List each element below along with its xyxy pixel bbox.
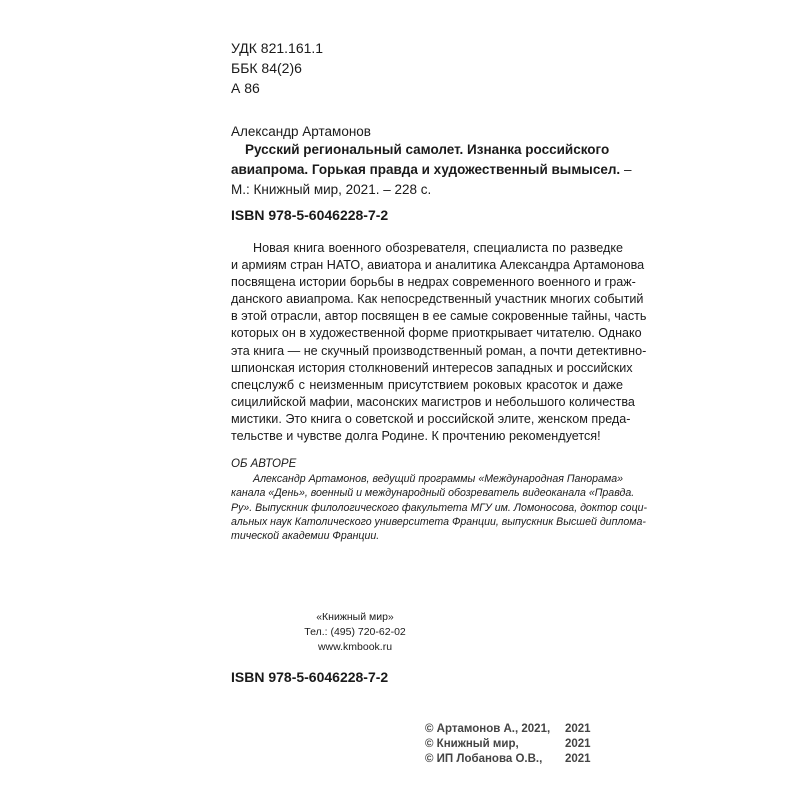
text-line: Ру». Выпускник филологического факультета МГУ им. Ломоносова, доктор соци- [231, 501, 648, 514]
about-author-heading: ОБ АВТОРЕ [231, 458, 297, 471]
text-line: канала «День», военный и международный обозреватель видеоканала «Правда. [231, 487, 635, 500]
text-line: мистики. Это книга о советской и российской элите, женском преда- [231, 411, 631, 426]
publisher-name: «Книжный мир» [316, 611, 394, 624]
imprint-line: М.: Книжный мир, 2021. – 228 с. [231, 182, 432, 197]
copyright-block [425, 722, 623, 767]
publisher-phone: Тел.: (495) 720-62-02 [304, 626, 406, 639]
udk-code: УДК 821.161.1 [231, 40, 324, 56]
text-line: посвящена истории борьбы в недрах современного военного и граж- [231, 275, 636, 290]
text-line: в этой отрасли, автор посвящен в ее самые сокровенные тайны, часть [231, 309, 647, 324]
isbn: ISBN 978-5-6046228-7-2 [231, 207, 389, 223]
title-line: Русский региональный самолет. Изнанка российского [245, 142, 610, 157]
about-author-text [231, 472, 648, 543]
text-line: тической академии Франции. [231, 529, 380, 542]
copyright-holder: © ИП Лобанова О.В., [425, 753, 543, 766]
text-line: которых он в художественной форме приоткрывает читателю. Однако [231, 326, 642, 341]
copyright-holder: © Артамонов А., 2021, [425, 723, 551, 736]
author-name: Александр Артамонов [231, 124, 371, 139]
title-line: авиапрома. Горькая правда и художественный вымысел. [231, 162, 621, 177]
author-mark: А 86 [231, 80, 260, 96]
text-line: сицилийской мафии, масонских магистров и небольшого количества [231, 394, 635, 409]
text-line: эта книга — не скучный производственный роман, а почти детективно- [231, 343, 647, 358]
isbn-bottom: ISBN 978-5-6046228-7-2 [231, 669, 389, 686]
classification-codes [231, 38, 623, 98]
copyright-row [425, 722, 623, 737]
book-title [231, 140, 632, 200]
text-line: Новая книга военного обозревателя, специалиста по разведке [253, 241, 623, 255]
annotation-paragraph [231, 240, 647, 445]
publisher-website: www.kmbook.ru [317, 641, 393, 654]
text-line: и армиям стран НАТО, авиатора и аналитика Александра Артамонова [231, 258, 645, 273]
bbk-code: ББК 84(2)6 [231, 60, 302, 76]
text-line: шпионская история столкновений интересов западных и российских [231, 360, 633, 375]
copyright-row [425, 737, 623, 752]
title-dash: – [620, 162, 632, 177]
copyright-holder: © Книжный мир, [425, 738, 519, 751]
text-line: Александр Артамонов, ведущий программы «Международная Панорама» [253, 473, 623, 486]
publisher-info [280, 610, 430, 655]
copyright-row [425, 752, 623, 767]
text-line: альных наук Католического университета Франции, выпускник Высшей диплома- [231, 515, 646, 528]
copyright-year: 2021 [565, 753, 591, 766]
text-line: тельстве и чувстве долга Родине. К прочтению рекомендуется! [231, 429, 601, 444]
copyright-year: 2021 [565, 723, 591, 736]
page-column [231, 38, 648, 767]
text-line: данского авиапрома. Как непосредственный участник многих событий [231, 292, 644, 307]
text-line: спецслужб с неизменным присутствием роковых красоток и даже [231, 377, 623, 392]
copyright-year: 2021 [565, 738, 591, 751]
